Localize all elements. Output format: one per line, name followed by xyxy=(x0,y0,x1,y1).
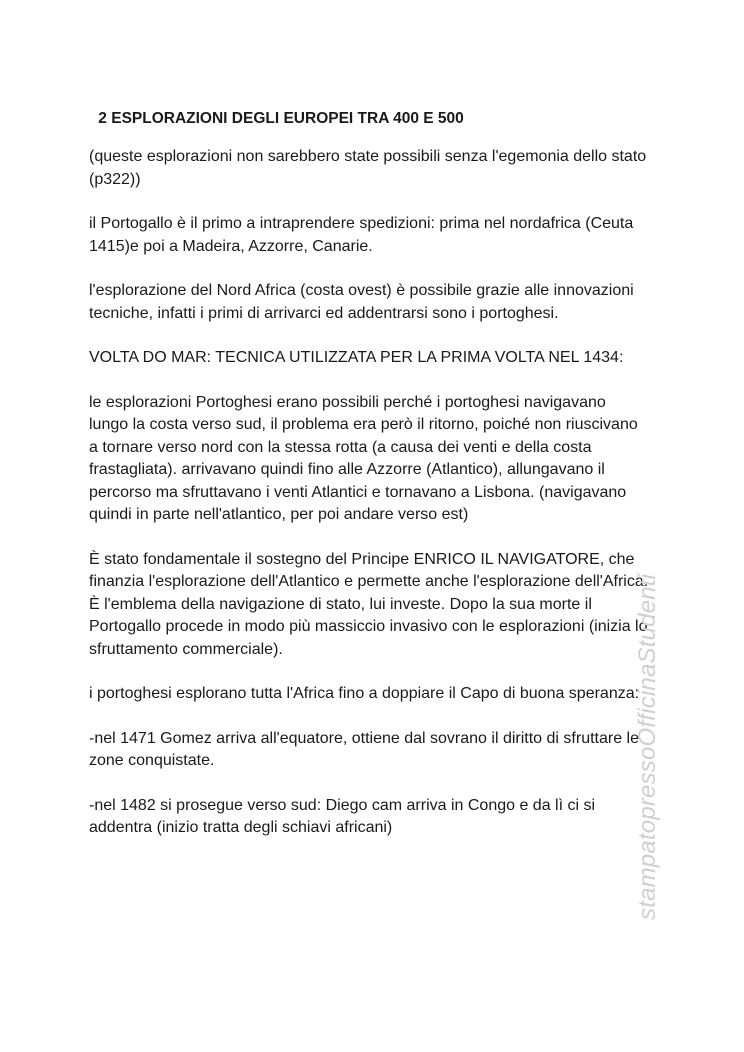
watermark xyxy=(630,540,670,920)
paragraph: VOLTA DO MAR: TECNICA UTILIZZATA PER LA PRIMA VOLTA NEL 1434: xyxy=(89,349,624,366)
paragraph: il Portogallo è il primo a intraprendere spedizioni: prima nel nordafrica (Ceuta 1415)e poi a Madeira, Azzorre, Canarie. xyxy=(89,215,634,255)
paragraph: -nel 1471 Gomez arriva all'equatore, ottiene dal sovrano il diritto di sfruttare le zone conquistate. xyxy=(89,729,640,769)
document-title: 2 ESPLORAZIONI DEGLI EUROPEI TRA 400 E 500 xyxy=(94,110,464,127)
paragraph: i portoghesi esplorano tutta l'Africa fino a doppiare il Capo di buona speranza: xyxy=(89,685,640,702)
watermark-text: stampatopressoOfficinaStudenti xyxy=(634,573,661,920)
paragraph: (queste esplorazioni non sarebbero state possibili senza l'egemonia dello stato (p322)) xyxy=(89,148,647,188)
paragraph: È stato fondamentale il sostegno del Principe ENRICO IL NAVIGATORE, che finanzia l'esplorazione dell'Atlantico e permette anche l'esplorazione dell'Africa. È l'emblema della navigazione di stato, lui investe. Dopo la sua morte il Portogallo procede in modo più massiccio invasivo con le esplorazioni (inizia lo sfruttamento commerciale). xyxy=(89,550,649,658)
paragraph: le esplorazioni Portoghesi erano possibili perché i portoghesi navigavano lungo la costa verso sud, il problema era però il ritorno, poiché non riuscivano a tornare verso nord con la stessa rotta (a causa dei venti e della costa frastagliata). arrivavano quindi fino alle Azzorre (Atlantico), allungavano il percorso ma sfruttavano i venti Atlantici e tornavano a Lisbona. (navigavano quindi in parte nell'atlantico, per poi andare verso est) xyxy=(89,393,638,523)
paragraph: l'esplorazione del Nord Africa (costa ovest) è possibile grazie alle innovazioni tecniche, infatti i primi di arrivarci ed addentrarsi sono i portoghesi. xyxy=(89,282,634,322)
paragraph: -nel 1482 si prosegue verso sud: Diego cam arriva in Congo e da lì ci si addentra (inizio tratta degli schiavi africani) xyxy=(89,796,596,836)
document-body xyxy=(89,108,649,862)
